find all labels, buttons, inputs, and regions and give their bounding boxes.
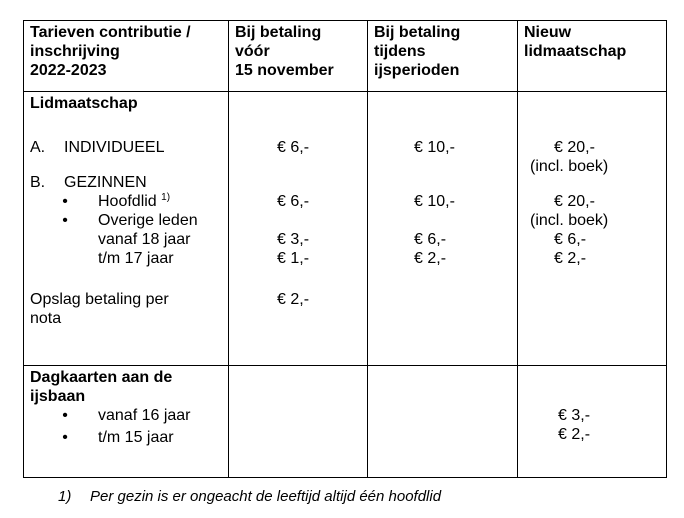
opslag-label-line2: nota xyxy=(30,310,62,327)
footnote-number: 1) xyxy=(58,488,72,505)
price-individueel-nieuw: € 20,- xyxy=(554,139,595,156)
tariff-table xyxy=(23,20,667,478)
price-tm15-dagkaart: € 2,- xyxy=(558,426,591,443)
note-hoofdlid-nieuw: (incl. boek) xyxy=(530,212,609,229)
individueel-label: A. INDIVIDUEEL xyxy=(30,139,165,156)
bullet-overige-leden: • Overige leden xyxy=(30,211,222,230)
header-cell-voor-15-november: Bij betaling vóór 15 november xyxy=(229,21,368,92)
price-tm17-tijdens: € 2,- xyxy=(414,250,447,267)
price-vanaf18-voor: € 3,- xyxy=(277,231,310,248)
bullet-vanaf-16: • vanaf 16 jaar xyxy=(30,406,222,425)
lidmaatschap-voor-15-november-cell xyxy=(229,92,368,366)
opslag-label-line1: Opslag betaling per xyxy=(30,291,169,308)
lidmaatschap-labels-cell xyxy=(24,92,229,366)
footnote-ref: 1) xyxy=(161,192,171,203)
dagkaarten-tijdens-ijsperioden-cell xyxy=(368,366,518,478)
dagkaarten-voor-15-november-cell xyxy=(229,366,368,478)
dagkaarten-title-line2: ijsbaan xyxy=(30,388,86,405)
overige-tm-17: t/m 17 jaar xyxy=(98,250,174,267)
dagkaarten-row xyxy=(24,366,667,478)
dagkaarten-title-line1: Dagkaarten aan de xyxy=(30,369,173,386)
footnote xyxy=(58,488,441,505)
dagkaarten-labels-cell xyxy=(24,366,229,478)
price-opslag-voor: € 2,- xyxy=(277,291,310,308)
header-cell-nieuw-lidmaatschap: Nieuw lidmaatschap xyxy=(518,21,667,92)
bullet-tm-15: • t/m 15 jaar xyxy=(30,428,222,447)
price-hoofdlid-voor: € 6,- xyxy=(277,193,310,210)
lidmaatschap-title: Lidmaatschap xyxy=(30,95,138,112)
header-row xyxy=(24,21,667,92)
price-hoofdlid-nieuw: € 20,- xyxy=(554,193,595,210)
bullet-icon: • xyxy=(62,429,68,446)
footnote-text: Per gezin is er ongeacht de leeftijd altijd één hoofdlid xyxy=(90,488,442,505)
price-individueel-tijdens: € 10,- xyxy=(414,139,455,156)
bullet-icon: • xyxy=(62,407,68,424)
dagkaarten-nieuw-cell xyxy=(518,366,667,478)
lidmaatschap-nieuw-cell xyxy=(518,92,667,366)
gezinnen-label: B. GEZINNEN xyxy=(30,174,147,191)
lidmaatschap-tijdens-ijsperioden-cell xyxy=(368,92,518,366)
price-vanaf18-tijdens: € 6,- xyxy=(414,231,447,248)
price-tm17-voor: € 1,- xyxy=(277,250,310,267)
price-individueel-voor: € 6,- xyxy=(277,139,310,156)
bullet-icon: • xyxy=(62,193,68,210)
price-vanaf16-dagkaart: € 3,- xyxy=(558,407,591,424)
header-cell-tijdens-ijsperioden: Bij betaling tijdens ijsperioden xyxy=(368,21,518,92)
price-tm17-nieuw: € 2,- xyxy=(554,250,587,267)
price-vanaf18-nieuw: € 6,- xyxy=(554,231,587,248)
header-cell-tarieven: Tarieven contributie / inschrijving 2022-2023 xyxy=(24,21,229,92)
bullet-icon: • xyxy=(62,212,68,229)
overige-vanaf-18: vanaf 18 jaar xyxy=(98,231,191,248)
note-individueel-nieuw: (incl. boek) xyxy=(530,158,609,175)
bullet-hoofdlid: • Hoofdlid $^{1)}$ xyxy=(30,192,222,211)
lidmaatschap-row xyxy=(24,92,667,366)
price-hoofdlid-tijdens: € 10,- xyxy=(414,193,455,210)
